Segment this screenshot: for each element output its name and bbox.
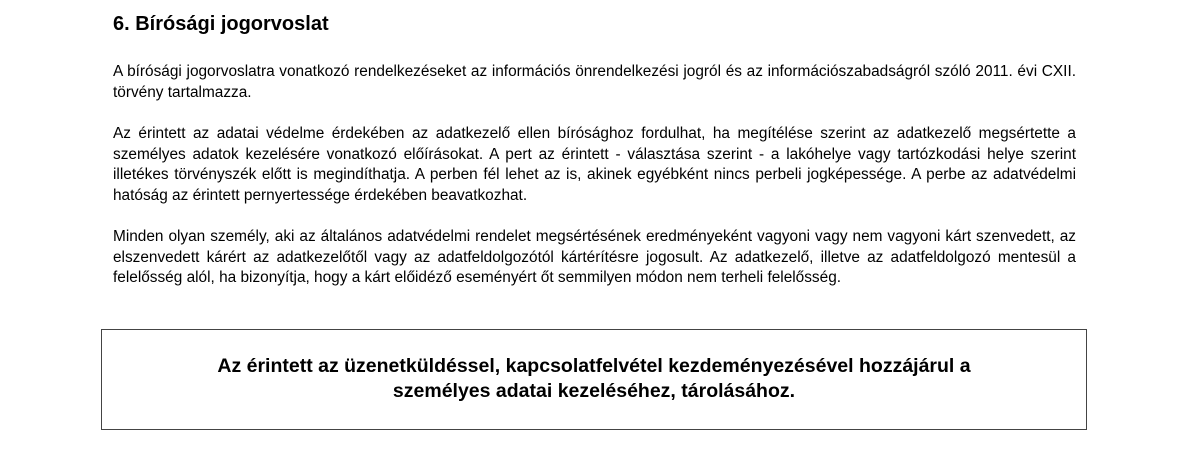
section-heading: 6. Bírósági jogorvoslat bbox=[113, 13, 329, 35]
consent-notice-text bbox=[102, 354, 1086, 404]
paragraph-damages: Minden olyan személy, aki az általános adatvédelmi rendelet megsértésének eredményeként vagyoni vagy nem vagyoni kárt szenvedett, az elszenvedett kárért az adatkezelőtől vagy az adatfeldolgozótól kártérítésre jogosult. Az adatkezelő, illetve az adatfeldolgozó mentesül a felelősség alól, ha bizonyítja, hogy a kárt előidéző eseményért őt semmilyen módon nem terheli felelősség. bbox=[113, 228, 1076, 286]
consent-notice-line-2: személyes adatai kezeléséhez, tárolásához. bbox=[392, 380, 796, 402]
paragraph-judicial-remedy-law: A bírósági jogorvoslatra vonatkozó rendelkezéseket az információs önrendelkezési jogról és az információszabadságról szóló 2011. évi CXII. törvény tartalmazza. bbox=[113, 63, 1076, 101]
consent-notice-box bbox=[101, 329, 1087, 430]
consent-notice-line-1: Az érintett az üzenetküldéssel, kapcsolatfelvétel kezdeményezésével hozzájárul a bbox=[217, 355, 971, 377]
paragraph-court-action: Az érintett az adatai védelme érdekében az adatkezelő ellen bírósághoz fordulhat, ha megítélése szerint az adatkezelő megsértette a személyes adatok kezelésére vonatkozó előírásokat. A pert az érintett - választása szerint - a lakóhelye vagy tartózkodási helye szerint illetékes törvényszék előtt is megindíthatja. A perben fél lehet az is, akinek egyébként nincs perbeli jogképessége. A perbe az adatvédelmi hatóság az érintett pernyertessége érdekében beavatkozhat. bbox=[113, 125, 1076, 204]
